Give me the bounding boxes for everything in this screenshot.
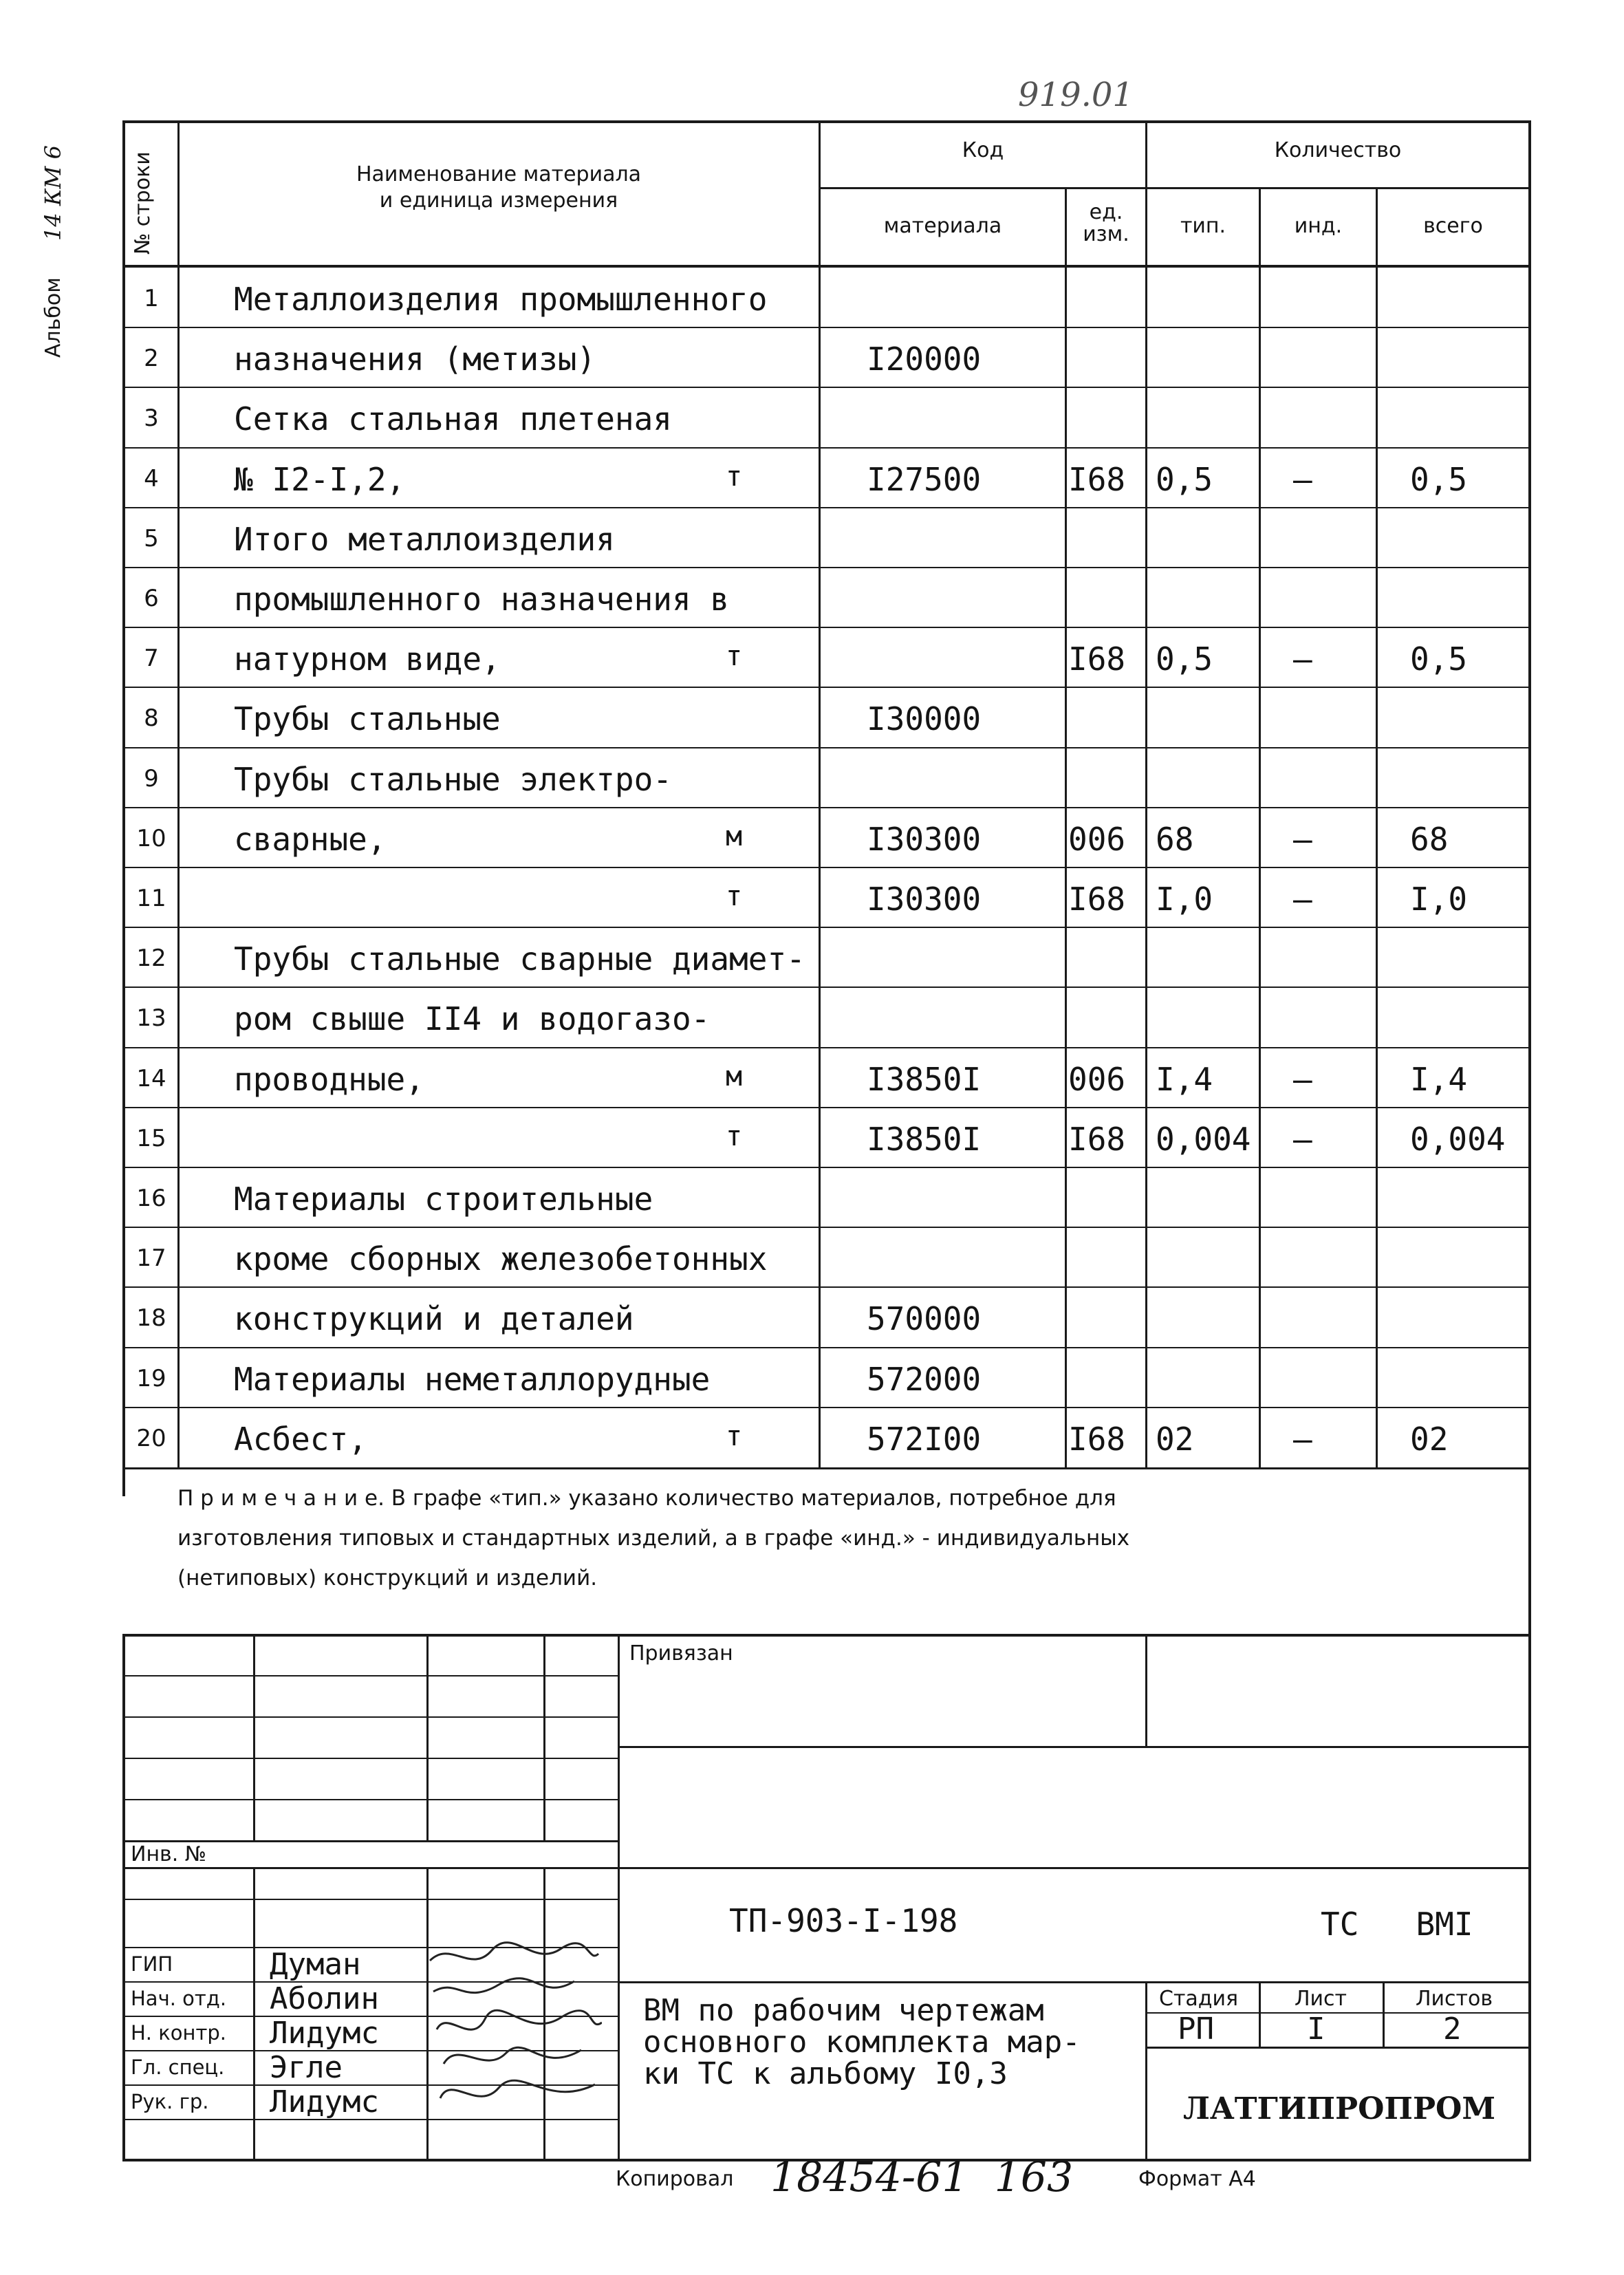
material-code: I30300 [867,821,982,858]
unit-letter: т [726,881,743,912]
row-number: 2 [144,345,159,372]
row-number: 7 [144,645,159,672]
unit-code: I68 [1068,640,1126,678]
row-separator [122,867,1531,868]
document-title: ВМ по рабочим чертежам основного комплекта мар- ки ТС к альбому I0,3 [643,1993,1081,2091]
row-number: 1 [144,285,159,312]
header-code: Код [962,138,1004,162]
material-code: I20000 [867,341,982,378]
material-name: Металлоизделия промышленного [234,281,768,318]
material-name: Трубы стальные [234,700,501,737]
role-name: Думан [270,1947,361,1982]
row-number: 17 [136,1244,166,1272]
material-code: I27500 [867,461,982,498]
sheets-value: 2 [1443,2012,1462,2047]
sheet-value: I [1307,2012,1325,2047]
unit-code: I68 [1068,1121,1126,1158]
header-typ: тип. [1180,214,1226,238]
role-label: Рук. гр. [131,2090,209,2113]
material-code: I3850I [867,1121,982,1158]
row-separator [122,387,1531,388]
qty-ind: – [1293,881,1312,918]
unit-letter: м [726,1061,743,1092]
unit-letter: т [726,1121,743,1152]
material-code: I3850I [867,1061,982,1098]
qty-ind: – [1293,1121,1312,1158]
row-number: 8 [144,704,159,732]
material-code: I30300 [867,881,982,918]
stage-value: РП [1178,2012,1214,2047]
row-separator [122,1347,1531,1348]
material-code: 570000 [867,1300,982,1337]
row-separator [122,1107,1531,1108]
qty-ind: – [1293,640,1312,678]
qty-typ: I,0 [1156,881,1213,918]
row-separator [122,1047,1531,1048]
note-line-2: изготовления типовых и стандартных изделий, а в графе «инд.» - индивидуальных [177,1526,1130,1551]
material-name: № I2-I,2, [234,461,406,498]
material-name: Трубы стальные сварные диамет- [234,940,805,978]
row-number: 20 [136,1425,166,1452]
material-code: 572I00 [867,1421,982,1458]
qty-typ: 02 [1156,1421,1194,1458]
header-name: Наименование материала и единица измерения [356,162,642,213]
row-number: 11 [136,885,166,912]
copy-number: 18454-61 163 [770,2153,1074,2201]
row-number: 5 [144,525,159,552]
material-name: Итого металлоизделия [234,521,615,558]
side-album-label: Альбом [41,277,65,358]
role-name: Лидумс [270,2084,379,2120]
unit-letter: т [726,461,743,493]
unit-code: I68 [1068,1421,1126,1458]
unit-letter: м [726,821,743,852]
copied-label: Копировал [616,2167,734,2191]
header-material: материала [883,214,1002,238]
sheets-label: Листов [1416,1987,1493,2011]
role-label: Гл. спец. [131,2056,225,2079]
unit-letter: т [726,640,743,672]
material-name: назначения (метизы) [234,341,596,378]
row-number: 6 [144,585,159,612]
row-number: 19 [136,1365,166,1392]
material-name: проводные, [234,1061,424,1098]
note-line-1: П р и м е ч а н и е. В графе «тип.» указано количество материалов, потребное для [177,1486,1116,1511]
role-label: Нач. отд. [131,1987,227,2010]
header-total: всего [1423,214,1483,238]
top-mark: 919.01 [1018,76,1134,114]
stage-label: Стадия [1159,1987,1239,2011]
material-name: Асбест, [234,1421,367,1458]
material-name: кроме сборных железобетонных [234,1240,768,1277]
unit-letter: т [726,1421,743,1452]
side-sheet-label: 14 КМ 6 [40,145,66,241]
row-number: 10 [136,825,166,852]
unit-code: 006 [1068,1061,1126,1098]
qty-total: 68 [1410,821,1449,858]
material-name: промышленного назначения в [234,581,730,618]
qty-typ: 68 [1156,821,1194,858]
qty-typ: 0,004 [1156,1121,1251,1158]
unit-code: 006 [1068,821,1126,858]
row-number: 4 [144,465,159,493]
role-label: ГИП [131,1952,173,1976]
row-separator [122,447,1531,449]
document-code: ТП-903-I-198 [729,1902,958,1939]
row-separator [122,1407,1531,1408]
role-label: Н. контр. [131,2021,226,2045]
qty-total: 0,5 [1410,461,1468,498]
row-number: 12 [136,945,166,972]
row-separator [122,687,1531,688]
row-separator [122,1167,1531,1168]
qty-typ: 0,5 [1156,640,1213,678]
material-code: 572000 [867,1361,982,1398]
role-name: Эгле [270,2050,343,2085]
row-separator [122,927,1531,928]
unit-code: I68 [1068,461,1126,498]
row-number: 15 [136,1125,166,1152]
qty-total: I,0 [1410,881,1468,918]
row-separator [122,327,1531,328]
header-ind: инд. [1294,214,1343,238]
qty-total: 0,004 [1410,1121,1506,1158]
inventory-label: Инв. № [131,1842,207,1866]
role-name: Лидумс [270,2016,379,2051]
qty-typ: 0,5 [1156,461,1213,498]
row-separator [122,747,1531,748]
row-number: 16 [136,1185,166,1212]
header-unit: ед. изм. [1083,200,1129,246]
row-separator [122,627,1531,628]
material-code: I30000 [867,700,982,737]
row-separator [122,567,1531,568]
row-number: 13 [136,1004,166,1032]
qty-ind: – [1293,821,1312,858]
material-name: Сетка стальная плетеная [234,400,672,438]
material-name: ром свыше II4 и водогазо- [234,1000,711,1037]
row-separator [122,507,1531,508]
row-number: 9 [144,765,159,793]
signatures [423,1937,602,2157]
row-number: 3 [144,405,159,432]
qty-total: 0,5 [1410,640,1468,678]
note-line-3: (нетиповых) конструкций и изделий. [177,1566,598,1591]
role-name: Аболин [270,1981,379,2016]
unit-code: I68 [1068,881,1126,918]
qty-total: I,4 [1410,1061,1468,1098]
qty-ind: – [1293,1061,1312,1098]
row-separator [122,807,1531,808]
sheet-label: Лист [1295,1987,1347,2011]
qty-typ: I,4 [1156,1061,1213,1098]
qty-ind: – [1293,1421,1312,1458]
row-separator [122,1227,1531,1228]
material-name: конструкций и деталей [234,1300,634,1337]
row-number: 18 [136,1304,166,1332]
header-row-no: № строки [131,151,155,255]
header-quantity: Количество [1274,138,1402,162]
material-name: Материалы строительные [234,1180,653,1218]
material-name: сварные, [234,821,387,858]
row-number: 14 [136,1065,166,1092]
row-separator [122,986,1531,988]
material-name: натурном виде, [234,640,501,678]
document-mark: ТС ВМI [1321,1906,1473,1943]
format-label: Формат А4 [1138,2167,1256,2191]
material-name: Трубы стальные электро- [234,761,672,798]
organization-name: ЛАТГИПРОПРОМ [1183,2091,1496,2126]
qty-total: 02 [1410,1421,1449,1458]
row-separator [122,1286,1531,1288]
tied-label: Привязан [629,1641,733,1665]
qty-ind: – [1293,461,1312,498]
material-name: Материалы неметаллорудные [234,1361,711,1398]
